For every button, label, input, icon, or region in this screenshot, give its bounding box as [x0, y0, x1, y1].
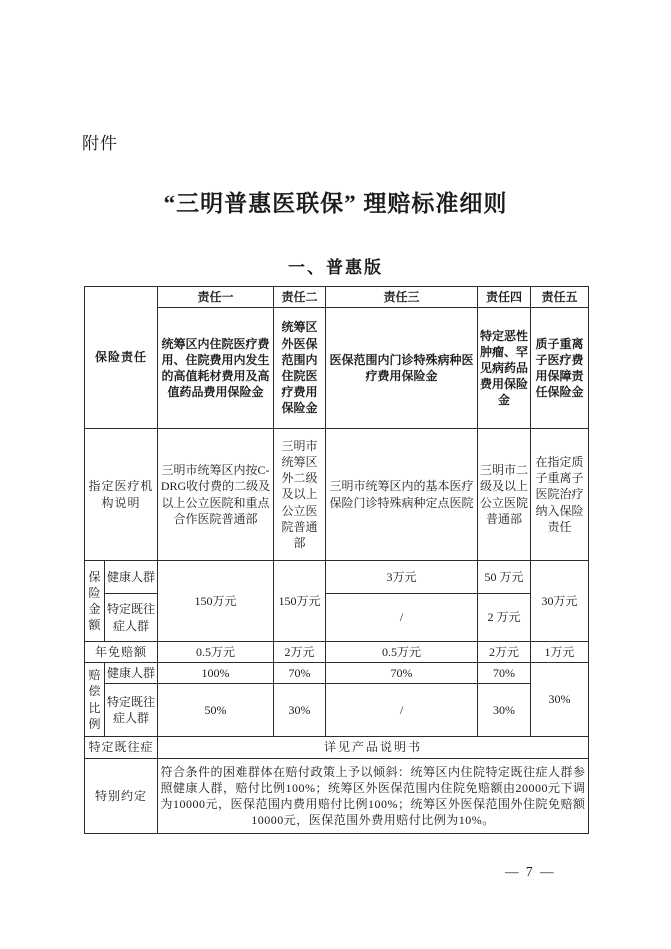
ratio-pre-existing-label: 特定既往症人群: [105, 684, 158, 737]
table-row: [85, 684, 589, 737]
table-row: [85, 561, 589, 594]
deductible-cell-1: 0.5万元: [158, 642, 274, 663]
ratio-cell-4-healthy: 70%: [478, 663, 531, 684]
benefits-table: [84, 286, 589, 834]
special-pre-value: 详见产品说明书: [158, 737, 589, 759]
attachment-label: 附件: [82, 134, 118, 153]
institution-cell-5: 在指定质子重离子医院治疗纳入保险责任: [531, 429, 589, 561]
amount-cell-1: 150万元: [158, 561, 274, 642]
deductible-cell-4: 2万元: [478, 642, 531, 663]
table-row: [85, 663, 589, 684]
ratio-cell-5: 30%: [531, 663, 589, 737]
table-row: [85, 308, 589, 429]
ratio-healthy-label: 健康人群: [105, 663, 158, 684]
column-header-3: 责任三: [326, 287, 478, 308]
amount-healthy-label: 健康人群: [105, 561, 158, 594]
section-heading: 一、普惠版: [288, 258, 383, 277]
institution-cell-2: 三明市统筹区外二级及以上公立医院普通部: [274, 429, 326, 561]
ratio-cell-3-pre: /: [326, 684, 478, 737]
ratio-cell-1-healthy: 100%: [158, 663, 274, 684]
document-title: “三明普惠医联保” 理赔标准细则: [163, 191, 508, 216]
ratio-cell-2-healthy: 70%: [274, 663, 326, 684]
table-row: [85, 759, 589, 834]
amount-cell-3-healthy: 3万元: [326, 561, 478, 594]
coverage-cell-5: 质子重离子医疗费用保障责任保险金: [531, 308, 589, 429]
deductible-row-label: 年免赔额: [85, 642, 158, 663]
coverage-cell-2: 统筹区外医保范围内住院医疗费用保险金: [274, 308, 326, 429]
institution-row-label: 指定医疗机构说明: [85, 429, 158, 561]
institution-cell-4: 三明市二级及以上公立医院普通部: [478, 429, 531, 561]
special-pre-label: 特定既往症: [85, 737, 158, 759]
amount-group-label: 保险金额: [85, 561, 105, 642]
special-agreement-text: 符合条件的困难群体在赔付政策上予以倾斜：统筹区内住院特定既往症人群参照健康人群，赔付比例100%；统筹区外医保范围内住院免赔额由20000元下调为10000元，医保范围内费用赔付比例100%；统筹区外医保范围外住院免赔额10000元，医保范围外费用赔付比例为10%。: [158, 759, 589, 834]
table-row: [85, 429, 589, 561]
ratio-cell-2-pre: 30%: [274, 684, 326, 737]
table-corner-label: 保险责任: [85, 287, 158, 429]
ratio-cell-4-pre: 30%: [478, 684, 531, 737]
table-row: [85, 737, 589, 759]
amount-cell-3-pre: /: [326, 594, 478, 642]
ratio-cell-1-pre: 50%: [158, 684, 274, 737]
coverage-cell-4: 特定恶性肿瘤、罕见病药品费用保险金: [478, 308, 531, 429]
deductible-cell-3: 0.5万元: [326, 642, 478, 663]
table-row: [85, 287, 589, 308]
ratio-cell-3-healthy: 70%: [326, 663, 478, 684]
special-agreement-label: 特别约定: [85, 759, 158, 834]
deductible-cell-2: 2万元: [274, 642, 326, 663]
page-number: — 7 —: [505, 864, 556, 879]
amount-cell-5: 30万元: [531, 561, 589, 642]
institution-cell-1: 三明市统筹区内按C-DRG收付费的二级及以上公立医院和重点合作医院普通部: [158, 429, 274, 561]
column-header-5: 责任五: [531, 287, 589, 308]
amount-pre-existing-label: 特定既往症人群: [105, 594, 158, 642]
deductible-cell-5: 1万元: [531, 642, 589, 663]
amount-cell-2: 150万元: [274, 561, 326, 642]
column-header-2: 责任二: [274, 287, 326, 308]
amount-cell-4-healthy: 50 万元: [478, 561, 531, 594]
institution-cell-3: 三明市统筹区内的基本医疗保险门诊特殊病种定点医院: [326, 429, 478, 561]
ratio-group-label: 赔偿比例: [85, 663, 105, 737]
table-row: [85, 642, 589, 663]
coverage-cell-3: 医保范围内门诊特殊病种医疗费用保险金: [326, 308, 478, 429]
amount-cell-4-pre: 2 万元: [478, 594, 531, 642]
column-header-4: 责任四: [478, 287, 531, 308]
column-header-1: 责任一: [158, 287, 274, 308]
coverage-cell-1: 统筹区内住院医疗费用、住院费用内发生的高值耗材费用及高值药品费用保险金: [158, 308, 274, 429]
